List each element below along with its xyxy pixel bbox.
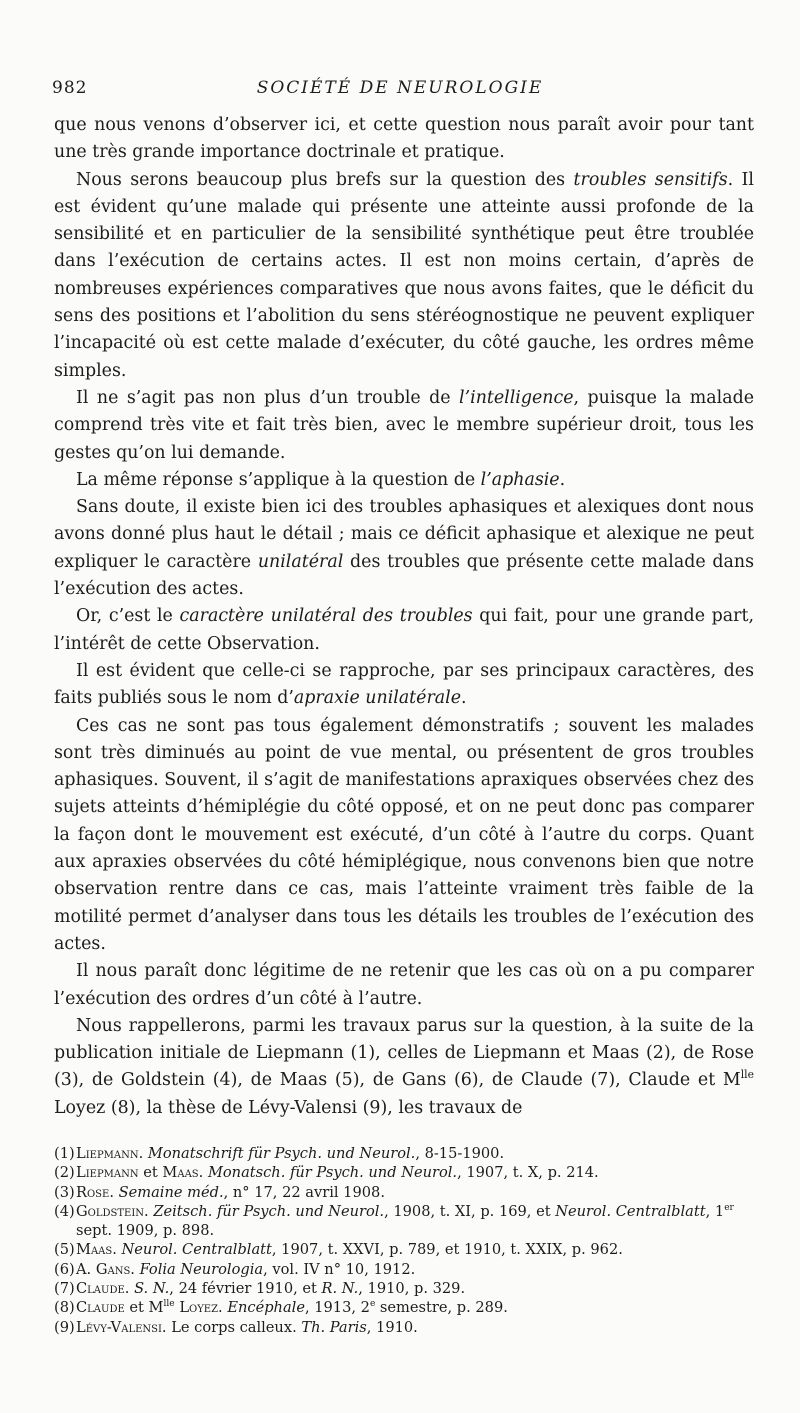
text: Sans doute, il existe bien ici des troubles aphasiques et alexiques dont nous avons donné plus haut le détail ; mais ce déficit aphasique et alexique ne peut expliquer le caractère [54,497,754,572]
footnote [54,1298,754,1317]
footnote-number: (3) [54,1183,75,1201]
text: Loyez (8), la thèse de Lévy-Valensi (9), les travaux de [54,1097,523,1118]
paragraph [54,713,754,959]
footnote-text: , 24 février 1910, et [169,1280,322,1298]
citation-title: Monatschrift für Psych. und Neurol. [147,1145,416,1162]
footnote-text: , 1910, p. 329. [358,1280,466,1298]
citation-title: Monatsch. für Psych. und Neurol. [207,1164,458,1182]
footnote-text: semestre, p. 289. [375,1299,508,1317]
citation-title: Th. Paris [301,1318,367,1336]
page-header [0,78,800,102]
footnote-number: (1) [54,1145,75,1162]
text: qui fait, pour une grande part, l’intérêt de cette Observation. [54,606,754,654]
footnote-text: , n° 17, 22 avril 1908. [223,1183,385,1201]
footnote-author: Liepmann. [76,1145,144,1162]
footnote-text: Le corps calleux. [166,1318,302,1336]
footnotes [54,1144,754,1337]
footnote-author: Goldstein. [76,1202,149,1220]
text: Il nous paraît donc légitime de ne retenir que les cas où on a pu comparer l’exécution des ordres d’un côté à l’autre. [54,961,754,1009]
footnote-author: Lévy-Valensi. [76,1318,167,1336]
citation-title: Neurol. Centralblatt [121,1241,272,1259]
paragraph [54,958,754,1013]
text: des troubles que présente cette malade dans l’exécution des actes. [54,551,754,600]
superscript: lle [740,1068,754,1082]
text: Nous rappellerons, parmi les travaux parus sur la question, à la suite de la publication initiale de Liepmann (1), celles de Liepmann et Maas (2), de Rose (3), de Goldstein (4), de Maas (5), de Gans (6), de Claude (7), Claude et M [54,1015,754,1091]
footnote [54,1144,754,1163]
text: Il ne s’agit pas non plus d’un trouble de [76,387,460,408]
paragraph [54,167,754,385]
citation-title: Zeitsch. für Psych. und Neurol. [153,1202,385,1220]
paragraph [54,467,754,494]
text: Il est évident que celle-ci se rapproche, par ses principaux caractères, des faits publiés sous le nom d’ [54,660,754,709]
citation-title: R. N. [321,1280,359,1298]
paragraph [54,385,754,467]
footnote-author: Claude. [76,1280,130,1298]
emphasis: unilatéral [257,551,344,572]
footnote-author: A. Gans. [76,1260,135,1278]
footnote-text: Loyez. [179,1299,223,1317]
emphasis: apraxie unilatérale [293,688,462,709]
paragraph [54,658,754,713]
text: Nous serons beaucoup plus brefs sur la question des [76,169,574,190]
footnote [54,1240,754,1259]
footnote-text: , 1907, t. X, p. 214. [457,1164,599,1182]
paragraph [54,494,754,603]
text: Ces cas ne sont pas tous également démonstratifs ; souvent les malades sont très diminués au point de vue mental, ou présentent de gros troubles aphasiques. Souvent, il s’agit de manifestations apraxiques observées chez des sujets atteints d’hémiplégie du côté opposé, et on ne peut donc pas comparer la façon dont le mouvement est exécuté, d’un côté à l’autre du corps. Quant aux apraxies observées du côté hémiplégique, nous convenons bien que notre observation rentre dans ce cas, mais l’atteinte vraiment très faible de la motilité permet d’analyser dans tous les détails les troubles de l’exécution des actes. [54,715,754,954]
text: La même réponse s’applique à la question de [76,469,481,490]
body-text [54,112,754,1122]
footnote-author: Liepmann [76,1164,139,1182]
footnote-number: (5) [54,1241,75,1259]
footnote [54,1318,754,1337]
citation-title: S. N. [134,1280,170,1298]
emphasis: l’intelligence [459,387,574,408]
text: que nous venons d’observer ici, et cette question nous paraît avoir pour tant une très grande importance doctrinale et pratique. [54,115,754,163]
footnote-number: (2) [54,1164,75,1182]
footnote-author: Claude [76,1299,125,1317]
citation-title: Semaine méd. [118,1183,224,1201]
text: . Il est évident qu’une malade qui présente une atteinte aussi profonde de la sensibilité et en particulier de la sensibilité synthétique peut être troublée dans l’exécution de certains actes. Il est non moins certain, d’après de nombreuses expériences comparatives que nous avons faites, que le déficit du sens des positions et l’abolition du sens stéréognostique ne peuvent expliquer l’incapacité où est cette malade d’exécuter, du côté gauche, les ordres même simples. [54,169,754,381]
footnote [54,1183,754,1202]
emphasis: l’aphasie [480,469,560,490]
footnote-author: Maas. [76,1241,117,1259]
footnote-text: , vol. IV n° 10, 1912. [263,1260,416,1278]
footnote-text: , 1907, t. XXVI, p. 789, et 1910, t. XXIX, p. 962. [271,1241,623,1259]
footnote [54,1202,754,1241]
running-title: SOCIÉTÉ DE NEUROLOGIE [256,78,544,98]
superscript: lle [163,1299,175,1310]
footnote-number: (8) [54,1299,75,1317]
footnote-number: (9) [54,1318,75,1336]
footnote [54,1163,754,1182]
paragraph [54,112,754,167]
paragraph [54,603,754,658]
superscript: er [724,1203,734,1214]
footnote-text: , 1910. [366,1318,418,1336]
footnote [54,1279,754,1298]
citation-title: Neurol. Centralblatt [555,1202,706,1220]
footnote-text: , 8-15-1900. [415,1145,505,1162]
page-number: 982 [52,78,88,98]
footnote [54,1260,754,1279]
footnote-number: (4) [54,1202,75,1220]
text: , puisque la malade comprend très vite et fait très bien, avec le membre supérieur droit, tous les gestes qu’on lui demande. [54,387,754,463]
emphasis: troubles sensitifs [573,169,728,190]
footnote-text: sept. 1909, p. 898. [76,1222,215,1240]
text: . [559,469,566,490]
text: . [461,688,467,709]
footnote-text: et M [124,1299,164,1317]
superscript: e [369,1299,376,1310]
footnote-text: , 1908, t. XI, p. 169, et [384,1202,556,1220]
paragraph [54,1013,754,1122]
footnote-text: et [138,1164,163,1182]
emphasis: caractère unilatéral des troubles [179,606,473,627]
citation-title: Encéphale [227,1299,305,1317]
footnote-number: (6) [54,1260,75,1278]
citation-title: Folia Neurologia [139,1260,264,1278]
footnote-text: Maas. [162,1164,204,1182]
text: Or, c’est le [76,606,180,627]
footnote-number: (7) [54,1280,75,1298]
footnote-text: , 1913, 2 [304,1299,370,1317]
footnote-text: , 1 [705,1202,725,1220]
footnote-author: Rose. [76,1183,114,1201]
